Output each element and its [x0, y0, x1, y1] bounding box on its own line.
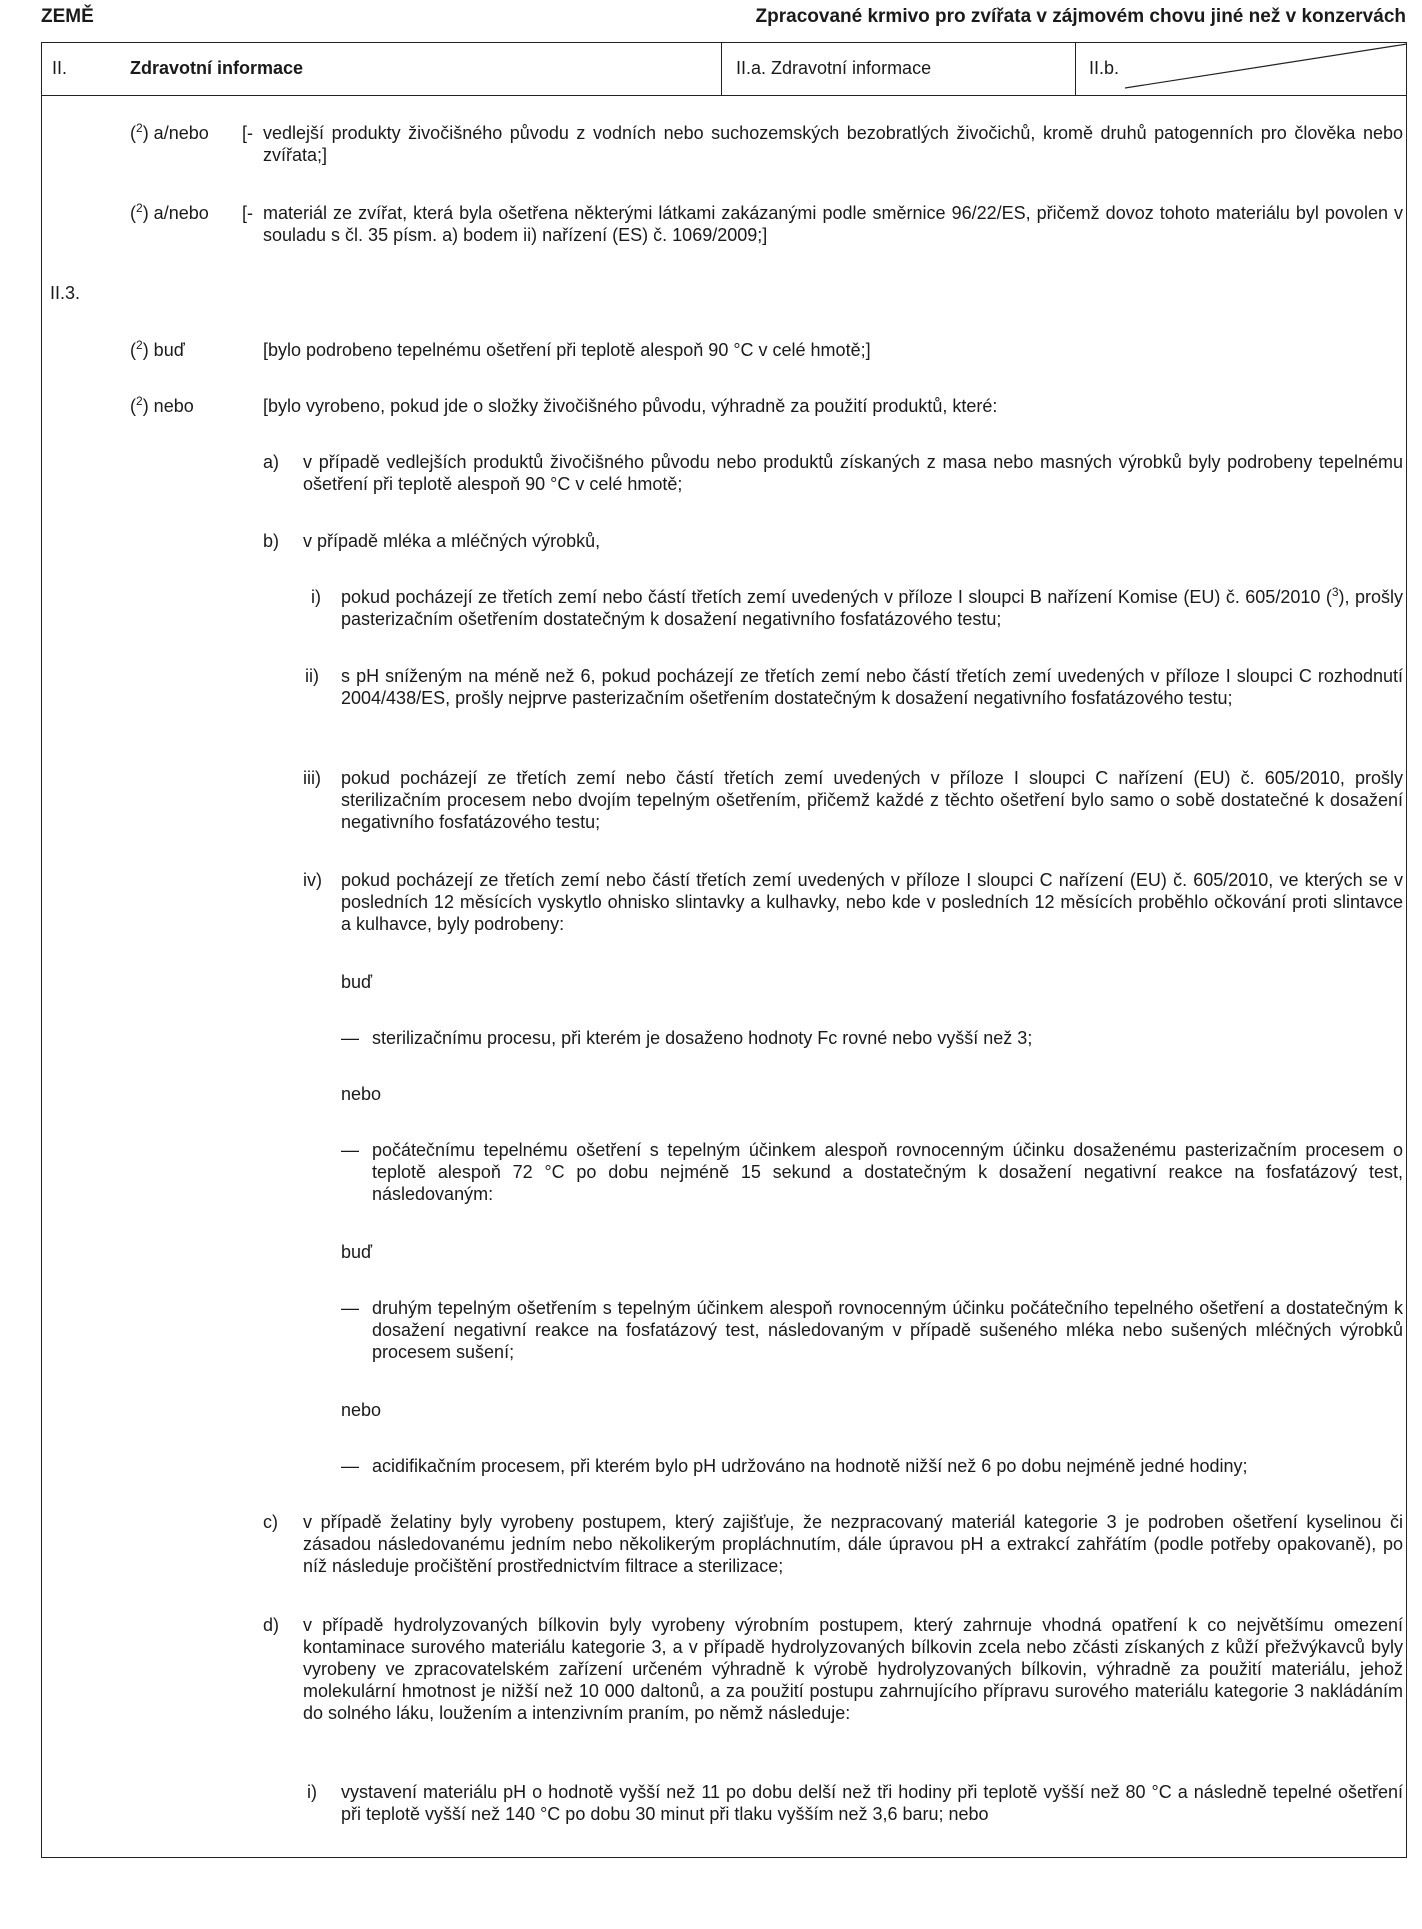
header-col-iia: II.a. Zdravotní informace — [736, 58, 932, 78]
header-col-title: Zdravotní informace — [130, 58, 304, 78]
sub-text-c: v případě želatiny byly vyrobeny postupem, který zajišťuje, že nezpracovaný materiál kategorie 3 je podroben ošetření kyselinou či zásadou následovanému jedním nebo několikerým propláchnutím, dále úpravou pH a extrakcí zahřátím (podle potřeby opakovaně), po níž následuje pročištění prostřednictvím filtrace a sterilizace; — [303, 1512, 1403, 1576]
sub-label-a: a) — [263, 452, 280, 472]
document-title: Zpracované krmivo pro zvířata v zájmovém chovu jiné než v konzervách — [755, 6, 1406, 27]
item-label: ($^2$) buď — [130, 338, 185, 360]
sub-text-bi: pokud pocházejí ze třetích zemí nebo částí třetích zemí uvedených v příloze I sloupci B nařízení Komise (EU) č. 605/2010 ($^3$), prošly pasterizačním ošetřením dostatečným k dosažení negativního fosfatázového testu; — [341, 585, 1404, 629]
diagonal-strike — [1075, 42, 1407, 95]
item-label: ($^2$) a/nebo — [130, 121, 209, 143]
dash-mark: — — [341, 1298, 359, 1318]
dash-text-sterilization: sterilizačnímu procesu, při kterém je dosaženo hodnoty Fc rovné nebo vyšší než 3; — [372, 1028, 1033, 1048]
sub-label-b: b) — [263, 531, 280, 551]
dash-mark: — — [341, 1028, 359, 1048]
item-text: vedlejší produkty živočišného původu z vodních nebo suchozemských bezobratlých živočichů, kromě druhů patogenních pro člověka nebo zvířata;] — [263, 123, 1403, 165]
dash-text-initial-heat: počátečnímu tepelnému ošetření s tepelným účinkem alespoň rovnocenným účinku dosaženému pasterizačním procesem o teplotě alespoň 72 °C po dobu nejméně 15 sekund a dostatečným k dosažení negativní reakce na fosfatázový test, následovaným: — [372, 1140, 1403, 1204]
item-label: ($^2$) a/nebo — [130, 201, 209, 223]
dash-mark: — — [341, 1140, 359, 1160]
sub-label-biii: iii) — [303, 768, 321, 788]
section-label: II.3. — [50, 283, 81, 303]
item-bracket-marker: [- — [242, 203, 253, 223]
sub-text-a: v případě vedlejších produktů živočišného původu nebo produktů získaných z masa nebo masných výrobků byly podrobeny tepelnému ošetření při teplotě alespoň 90 °C v celé hmotě; — [303, 452, 1403, 494]
country-label: ZEMĚ — [41, 6, 94, 27]
sub-label-c: c) — [263, 1512, 278, 1532]
sub-text-biii: pokud pocházejí ze třetích zemí nebo částí třetích zemí uvedených v příloze I sloupci C nařízení (EU) č. 605/2010, prošly sterilizačním procesem nebo dvojím tepelným ošetřením, přičemž každé z těchto ošetření bylo samo o sobě dostatečné k dosažení negativního fosfatázového testu; — [341, 768, 1403, 832]
item-bracket-marker: [- — [242, 123, 253, 143]
dash-text-second-heat: druhým tepelným ošetřením s tepelným účinkem alespoň rovnocenným účinku počátečního tepelného ošetření a dostatečným k dosažení negativní reakce na fosfatázový test, následovaným v případě sušeného mléka nebo sušených mléčných výrobků procesem sušení; — [372, 1298, 1403, 1362]
sub-label-bii: ii) — [305, 666, 319, 686]
connector-bud: buď — [341, 1242, 373, 1262]
sub-text-bii: s pH sníženým na méně než 6, pokud pocházejí ze třetích zemí nebo částí třetích zemí uvedených v příloze I sloupci C rozhodnutí 2004/438/ES, prošly nejprve pasterizačním ošetřením dostatečným k dosažení negativního fosfatázového testu; — [341, 666, 1403, 708]
item-text: [bylo podrobeno tepelnému ošetření při teplotě alespoň 90 °C v celé hmotě;] — [263, 340, 871, 360]
connector-nebo: nebo — [341, 1400, 382, 1420]
sub-text-di: vystavení materiálu pH o hodnotě vyšší než 11 po dobu delší než tři hodiny při teplotě vyšší než 80 °C a následně tepelné ošetření při teplotě vyšší než 140 °C po dobu 30 minut při tlaku vyšším než 3,6 baru; nebo — [341, 1782, 1403, 1824]
header-col-number: II. — [52, 58, 68, 78]
sub-label-biv: iv) — [303, 870, 322, 890]
sub-text-b: v případě mléka a mléčných výrobků, — [303, 531, 601, 551]
connector-nebo: nebo — [341, 1084, 382, 1104]
certificate-box — [41, 42, 1407, 1858]
item-label: ($^2$) nebo — [130, 394, 194, 416]
sub-label-bi: i) — [311, 587, 321, 607]
sub-text-d: v případě hydrolyzovaných bílkovin byly vyrobeny výrobním postupem, který zahrnuje vhodná opatření k co největšímu omezení kontaminace surového materiálu kategorie 3, a v případě hydrolyzovaných bílkovin zcela nebo zčásti získaných z kůží přežvýkavců byly vyrobeny ve zpracovatelském zařízení určeném výhradně k výrobě hydrolyzovaných bílkovin, výhradně za použití materiálu, jehož molekulární hmotnost je nižší než 10 000 daltonů, a za použití postupu zahrnujícího přípravu surového materiálu kategorie 3 nakládáním do solného láku, loužením a intenzivním praním, po němž následuje: — [303, 1615, 1403, 1723]
sub-label-di: i) — [307, 1782, 317, 1802]
header-col-iib: II.b. — [1089, 58, 1120, 78]
col-divider-1 — [721, 42, 722, 95]
header-row-divider — [41, 95, 1407, 96]
item-text: [bylo vyrobeno, pokud jde o složky živočišného původu, výhradně za použití produktů, které: — [263, 396, 998, 416]
connector-bud: buď — [341, 972, 373, 992]
sub-label-d: d) — [263, 1615, 280, 1635]
dash-mark: — — [341, 1456, 359, 1476]
item-text: materiál ze zvířat, která byla ošetřena některými látkami zakázanými podle směrnice 96/22/ES, přičemž dovoz tohoto materiálu byl povolen v souladu s čl. 35 písm. a) bodem ii) nařízení (ES) č. 1069/2009;] — [263, 203, 1403, 245]
dash-text-acidification: acidifikačním procesem, při kterém bylo pH udržováno na hodnotě nižší než 6 po dobu nejméně jedné hodiny; — [372, 1456, 1248, 1476]
sub-text-biv: pokud pocházejí ze třetích zemí nebo částí třetích zemí uvedených v příloze I sloupci C nařízení (EU) č. 605/2010, ve kterých se v posledních 12 měsících vyskytlo ohnisko slintavky a kulhavky, nebo kde v posledních 12 měsících proběhlo očkování proti slintavce a kulhavce, byly podrobeny: — [341, 870, 1403, 934]
